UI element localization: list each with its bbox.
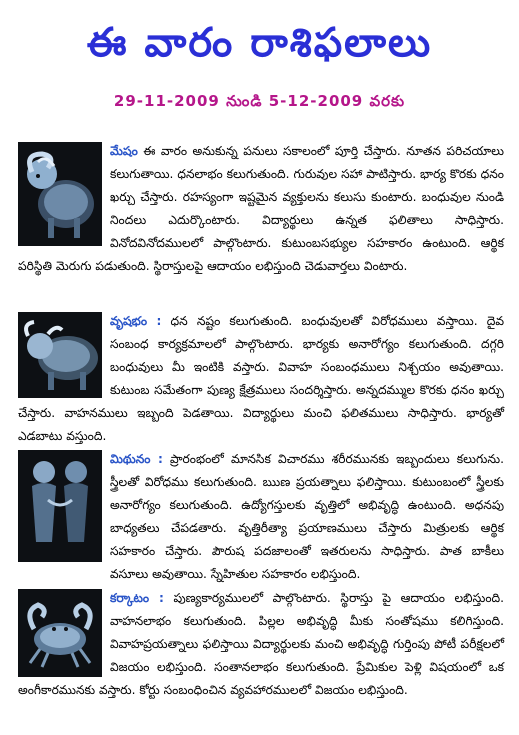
- section-body: ధన నష్టం కలుగుతుంది. బంధువులతో విరోధములు వస్తాయి. దైవ సంబంధ కార్యక్రమాలలో పాల్గొంటారు. భార్యకు అనారోగ్యం కలుగుతుంది. దగ్గరి బంధువులు మీ ఇంటికి వస్తారు. వివాహ సంబంధములు నిశ్చయం అవుతాయి. కుటుంబ సమేతంగా పుణ్య క్షేత్రములు సందర్శిస్తారు. అన్నదమ్ముల కొరకు ధనం ఖర్చు చేస్తారు. వాహనములు ఇబ్బంది పెడతాయి. విద్యార్థులు మంచి ఫలితములు సాధిస్తారు. భార్యతో ఎడబాటు వస్తుంది.: [18, 314, 504, 443]
- gemini-twins-icon: [18, 450, 102, 562]
- sign-name: వృషభం :: [110, 314, 162, 328]
- horoscope-section-gemini: [18, 448, 504, 586]
- horoscope-section-taurus: [18, 310, 504, 448]
- page-title: ఈ వారం రాశిఫలాలు: [86, 20, 433, 66]
- section-text: [18, 140, 504, 278]
- horoscope-section-cancer: [18, 587, 504, 702]
- date-range: 29-11-2009 నుండి 5-12-2009 వరకు: [113, 92, 406, 110]
- horoscope-section-aries: [18, 140, 504, 278]
- sign-name: మేషం: [110, 144, 138, 158]
- section-text: [18, 448, 504, 586]
- section-body: ఈ వారం అనుకున్న పనులు సకాలంలో పూర్తి చేస్తారు. నూతన పరిచయాలు కలుగుతాయి. ధనలాభం కలుగుతుంది. గురువుల సహా పాటిస్తారు. భార్య కొరకు ధనం ఖర్చు చేస్తారు. రహస్యంగా ఇష్టమైన వ్యక్తులను కలుసు కుంటారు. బంధువుల నుండి నిందలు ఎదుర్కొంటారు. విద్యార్థులు ఉన్నత ఫలితాలు సాధిస్తారు. వినోదవినోదములలో పాల్గొంటారు. కుటుంబసభ్యుల సహకారం ఉంటుంది. ఆర్థిక పరిస్థితి మెరుగు పడుతుంది. స్థిరాస్తులపై ఆదాయం లభిస్తుంది చెడువార్తలు వింటారు.: [18, 144, 504, 273]
- taurus-bull-icon: [18, 312, 102, 398]
- cancer-crab-icon: [18, 589, 102, 677]
- section-text: [18, 587, 504, 702]
- sign-name: కర్కాటం :: [110, 591, 164, 605]
- sign-name: మిథునం :: [110, 452, 163, 466]
- section-body: ప్రారంభంలో మానసిక విచారము శరీరమునకు ఇబ్బందులు కలుగును. స్త్రీలతో విరోధము కలుగుతుంది. ఋణ ప్రయత్నాలు ఫలిస్తాయి. కుటుంబంలో స్త్రీలకు అనారోగ్యం కలుగుతుంది. ఉద్యోగస్తులకు వృత్తిలో అభివృద్ధి ఉంటుంది. అధనపు బాధ్యతలు చేపడతారు. వృత్తిరీత్యా ప్రయాణములు చేస్తారు మిత్రులకు ఆర్థిక సహకారం చేస్తారు. పౌరుష పదజాలంతో ఇతరులను సాధిస్తారు. పాత బాకీలు వసూలు అవుతాయి. స్నేహితుల సహకారం లభిస్తుంది.: [110, 452, 504, 581]
- aries-ram-icon: [18, 142, 102, 246]
- section-body: పుణ్యకార్యములలో పాల్గొంటారు. స్థిరాస్తు పై ఆదాయం లభిస్తుంది. వాహనలాభం కలుగుతుంది. పిల్లల అభివృద్ధి మీకు సంతోషము కలిగిస్తుంది. వివాహప్రయత్నాలు ఫలిస్తాయి విద్యార్థులకు మంచి అభివృద్ధి గుర్తింపు పోటీ పరీక్షలలో విజయం లభిస్తుంది. సంతానలాభం కలుగుతుంది. ప్రేమికుల పెళ్లి విషయంలో ఒక అంగీకారమునకు వస్తారు. కోర్టు సంబంధించిన వ్యవహారములలో విజయం లభిస్తుంది.: [18, 591, 504, 697]
- section-text: [18, 310, 504, 448]
